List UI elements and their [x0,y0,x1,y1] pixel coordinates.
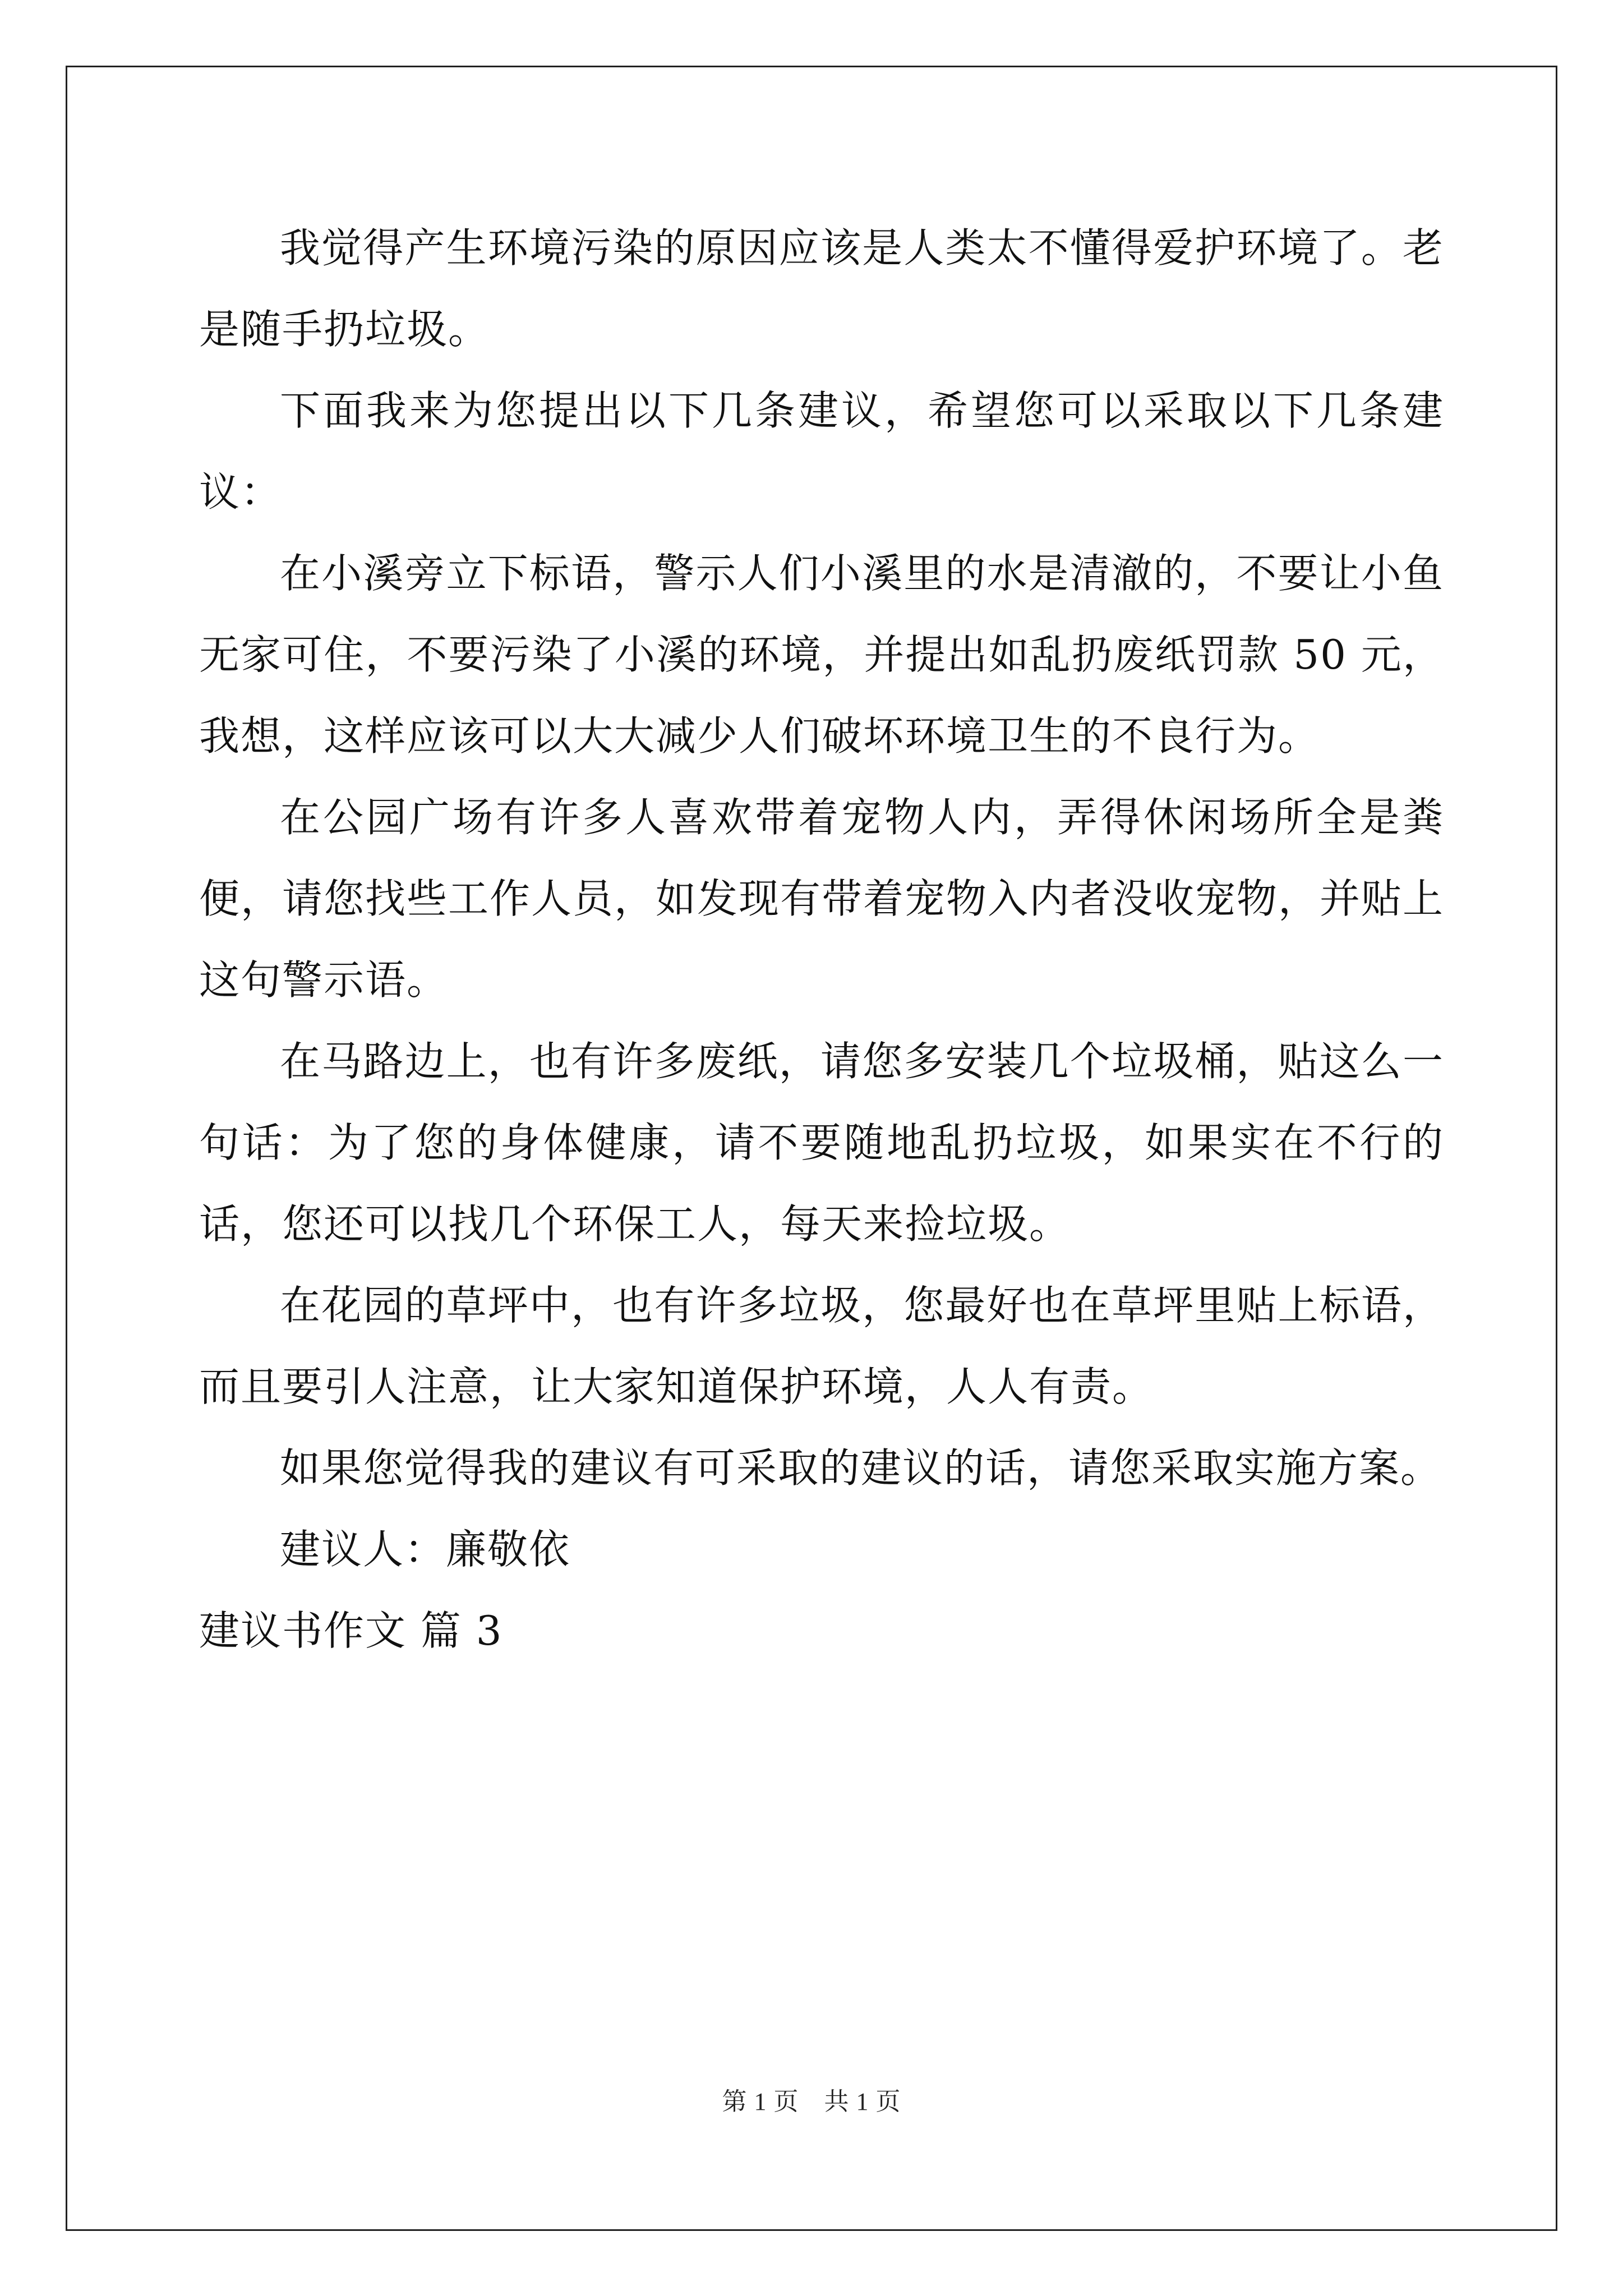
paragraph-garden-suggestion: 在花园的草坪中，也有许多垃圾，您最好也在草坪里贴上标语，而且要引人注意，让大家知道保护环境，人人有责。 [199,1282,1444,1410]
section-heading: 建议书作文 篇 3 [199,1607,503,1654]
paragraph-road-suggestion: 在马路边上，也有许多废纸，请您多安装几个垃圾桶，贴这么一句话：为了您的身体健康，请不要随地乱扔垃圾，如果实在不行的话，您还可以找几个环保工人，每天来捡垃圾。 [199,1038,1444,1248]
paragraph-intro-suggestions: 下面我来为您提出以下几条建议，希望您可以采取以下几条建议： [199,387,1444,516]
paragraph-closing: 如果您觉得我的建议有可采取的建议的话，请您采取实施方案。 [280,1444,1442,1492]
paragraph-cause: 我觉得产生环境污染的原因应该是人类太不懂得爱护环境了。老是随手扔垃圾。 [199,224,1444,353]
page-footer: 第 1 页 共 1 页 [722,2088,901,2115]
document-body [199,208,1444,1672]
signature-line: 建议人：廉敬依 [280,1526,571,1573]
paragraph-park-suggestion: 在公园广场有许多人喜欢带着宠物人内，弄得休闲场所全是粪便，请您找些工作人员，如发现有带着宠物入内者没收宠物，并贴上这句警示语。 [199,794,1445,1004]
paragraph-stream-suggestion: 在小溪旁立下标语，警示人们小溪里的水是清澈的，不要让小鱼无家可住，不要污染了小溪的环境，并提出如乱扔废纸罚款 50 元，我想，这样应该可以大大减少人们破坏环境卫生的不良行为。 [199,550,1444,760]
